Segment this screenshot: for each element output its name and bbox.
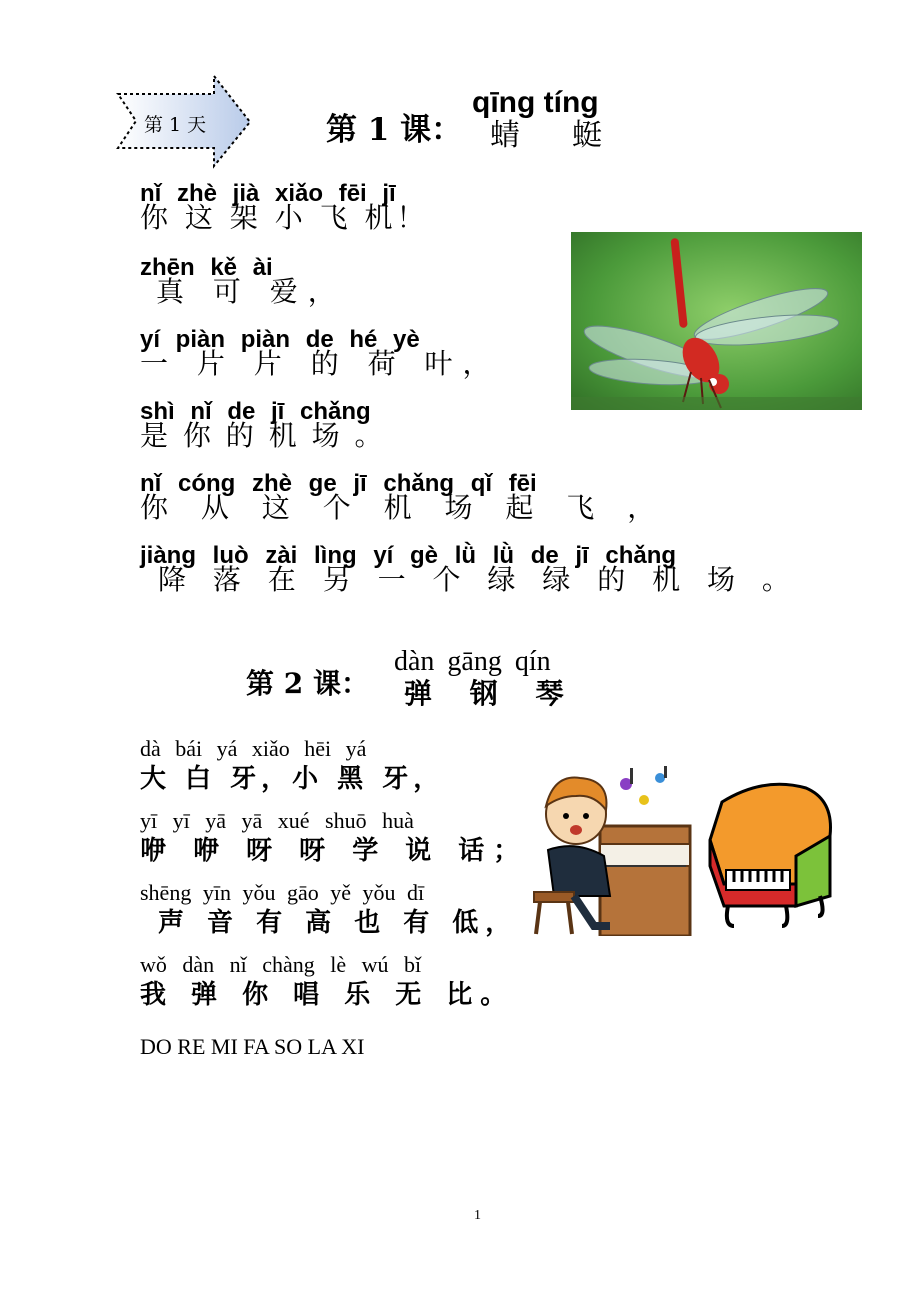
l1-line1-pinyin: nǐ zhè jià xiǎo fēi jī xyxy=(140,180,396,207)
lesson2-title-pinyin: dàn gāng qín xyxy=(394,646,551,677)
lesson1-title: 第 1 课： xyxy=(326,112,463,148)
solfege-line: DO RE MI FA SO LA XI xyxy=(140,1034,365,1059)
music-notes-icon xyxy=(620,766,667,805)
l1-line4-hanzi: 是 你 的 机 场 。 xyxy=(140,419,386,452)
l2-line1-hanzi: 大 白 牙，小 黑 牙， xyxy=(140,764,445,794)
title-char-2: 蜓 xyxy=(572,118,602,153)
page-number: 1 xyxy=(474,1208,481,1223)
l2-line2-pinyin: yī yī yā yā xué shuō huà xyxy=(140,808,414,833)
l2-line2-hanzi: 咿 咿 呀 呀 学 说 话； xyxy=(140,836,529,866)
l1-line4-pinyin: shì nǐ de jī chǎng xyxy=(140,398,371,425)
l2-line4-pinyin: wǒ dàn nǐ chàng lè wú bǐ xyxy=(140,952,422,977)
dragonfly-image xyxy=(571,232,862,410)
lesson1-title-pinyin: qīng tíng xyxy=(472,86,599,119)
piano-illustration xyxy=(514,766,842,936)
l1-line6-hanzi: 降 落 在 另 一 个 绿 绿 的 机 场 。 xyxy=(158,563,799,596)
l1-line2-pinyin: zhēn kě ài xyxy=(140,254,273,281)
l1-line3-hanzi: 一 片 片 的 荷 叶， xyxy=(140,347,501,380)
l1-line6-pinyin: jiàng luò zài lìng yí gè lǜ lǜ de jī chǎng xyxy=(140,542,677,569)
l1-line1-hanzi: 你 这 架 小 飞 机！ xyxy=(140,201,429,234)
day-badge xyxy=(114,72,254,170)
lesson1-title-hanzi xyxy=(490,110,654,154)
l1-line5-pinyin: nǐ cóng zhè ge jī chǎng qǐ fēi xyxy=(140,470,537,497)
title-char-1: 蜻 xyxy=(490,118,520,153)
lesson2-title: 第 2 课： xyxy=(246,667,369,700)
lesson2-title-hanzi: 弹 钢 琴 xyxy=(404,677,578,710)
l1-line5-hanzi: 你 从 这 个 机 场 起 飞 ， xyxy=(140,491,668,524)
l1-line2-hanzi: 真 可 爱， xyxy=(156,275,346,308)
l2-line3-pinyin: shēng yīn yǒu gāo yě yǒu dī xyxy=(140,880,425,905)
l1-line3-pinyin: yí piàn piàn de hé yè xyxy=(140,326,420,353)
day-label: 第 1 天 xyxy=(144,114,207,136)
l2-line4-hanzi: 我 弹 你 唱 乐 无 比。 xyxy=(140,980,515,1010)
l2-line3-hanzi: 声 音 有 高 也 有 低， xyxy=(158,908,519,938)
l2-line1-pinyin: dà bái yá xiǎo hēi yá xyxy=(140,736,367,761)
